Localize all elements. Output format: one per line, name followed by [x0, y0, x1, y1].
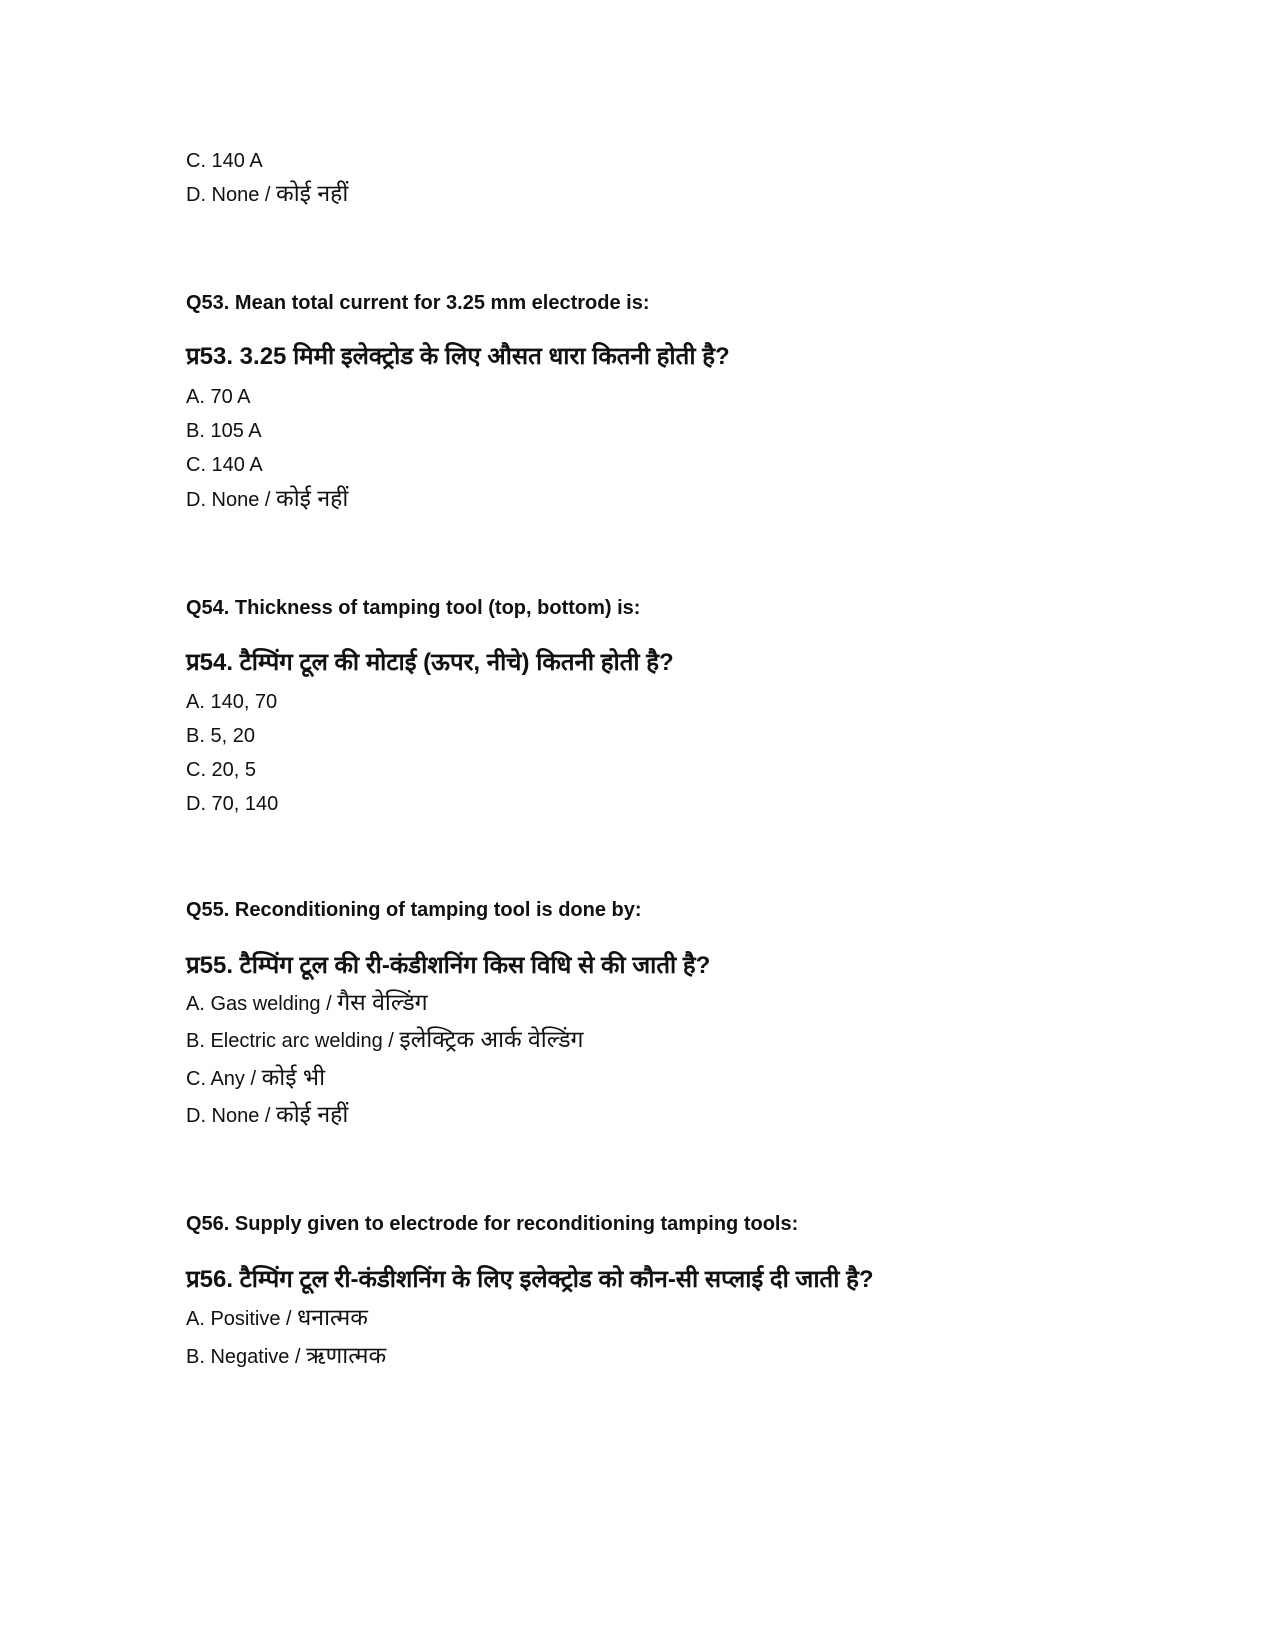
q55-option-b	[186, 1028, 584, 1051]
q56-option-a	[186, 1306, 368, 1329]
question-56-hindi: प्र56. टैम्पिंग टूल री-कंडीशनिंग के लिए इलेक्ट्रोड को कौन-सी सप्लाई दी जाती है?	[186, 1266, 874, 1293]
option-hindi: कोई नहीं	[276, 1101, 349, 1127]
option-label: A. Gas welding /	[186, 993, 338, 1015]
question-54-english: Q54. Thickness of tamping tool (top, bottom) is:	[186, 597, 641, 619]
question-55-english: Q55. Reconditioning of tamping tool is done by:	[186, 899, 642, 921]
q53-option-c	[186, 452, 263, 475]
option-label: C. Any /	[186, 1068, 262, 1090]
q53-option-d	[186, 487, 348, 510]
option-label: A. 140, 70	[186, 691, 278, 713]
option-label: A. Positive /	[186, 1308, 298, 1330]
q54-option-a	[186, 689, 277, 712]
option-label: A. 70 A	[186, 386, 251, 408]
option-hindi: इलेक्ट्रिक आर्क वेल्डिंग	[399, 1026, 584, 1052]
question-55-hindi: प्र55. टैम्पिंग टूल की री-कंडीशनिंग किस विधि से की जाती है?	[186, 952, 711, 979]
option-label: B. 105 A	[186, 420, 262, 442]
option-hindi: कोई नहीं	[276, 180, 349, 206]
option-label: C. 20, 5	[186, 759, 257, 781]
option-label: D. None /	[186, 1105, 277, 1127]
option-hindi: कोई भी	[261, 1064, 326, 1090]
option-c	[186, 148, 263, 171]
q54-option-b	[186, 723, 255, 746]
question-54-hindi: प्र54. टैम्पिंग टूल की मोटाई (ऊपर, नीचे) कितनी होती है?	[186, 649, 674, 676]
question-53-hindi: प्र53. 3.25 मिमी इलेक्ट्रोड के लिए औसत धारा कितनी होती है?	[186, 343, 730, 370]
option-label: B. Electric arc welding /	[186, 1030, 400, 1052]
option-d	[186, 182, 348, 205]
q53-option-b	[186, 418, 262, 441]
option-label: C. 140 A	[186, 150, 263, 172]
option-hindi: कोई नहीं	[276, 485, 349, 511]
option-label: C. 140 A	[186, 454, 263, 476]
option-label: D. None /	[186, 489, 277, 511]
option-label: D. None /	[186, 184, 277, 206]
q53-option-a	[186, 384, 251, 407]
option-label: B. 5, 20	[186, 725, 255, 747]
q56-option-b	[186, 1344, 386, 1367]
q55-option-d	[186, 1103, 348, 1126]
q54-option-c	[186, 757, 256, 780]
question-56-english: Q56. Supply given to electrode for reconditioning tamping tools:	[186, 1213, 799, 1235]
option-label: B. Negative /	[186, 1346, 307, 1368]
option-hindi: ऋणात्मक	[306, 1342, 387, 1368]
option-hindi: गैस वेल्डिंग	[337, 989, 428, 1015]
q54-option-d	[186, 791, 278, 814]
question-53-english: Q53. Mean total current for 3.25 mm electrode is:	[186, 292, 650, 314]
q55-option-a	[186, 991, 428, 1014]
q55-option-c	[186, 1066, 325, 1089]
option-hindi: धनात्मक	[297, 1304, 368, 1330]
option-label: D. 70, 140	[186, 793, 279, 815]
